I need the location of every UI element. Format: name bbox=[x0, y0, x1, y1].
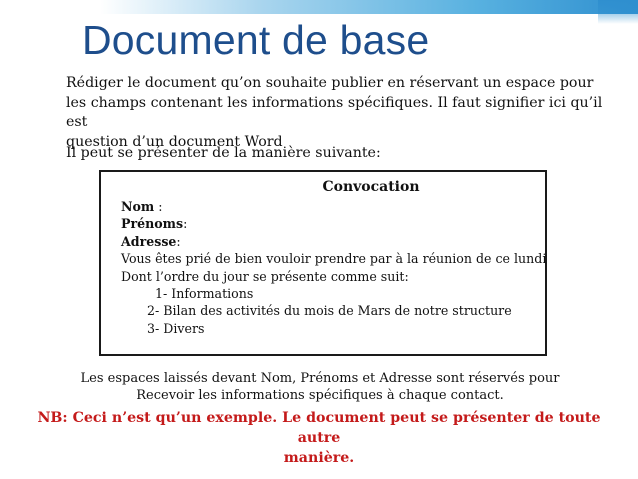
intro-paragraph bbox=[66, 74, 614, 152]
agenda-item: 3- Divers bbox=[147, 320, 205, 336]
footnote-line: Les espaces laissés devant Nom, Prénoms et Adresse sont réservés pour bbox=[80, 371, 560, 386]
field-adresse bbox=[121, 233, 541, 250]
document-title: Convocation bbox=[322, 179, 420, 195]
intro-line: question d’un document Word bbox=[66, 133, 283, 150]
nb-warning bbox=[20, 408, 618, 468]
field-separator: : bbox=[176, 233, 181, 249]
nb-line: NB: Ceci n’est qu’un exemple. Le document peut se présenter de toute autre bbox=[37, 410, 601, 446]
field-separator: : bbox=[154, 199, 163, 214]
field-label: Adresse bbox=[121, 233, 177, 249]
intro-line: les champs contenant les informations spécifiques. Il faut signifier ici qu’il est bbox=[66, 94, 603, 130]
nb-line: manière. bbox=[283, 450, 355, 466]
decorative-top-bar bbox=[100, 0, 638, 14]
field-prenoms bbox=[121, 215, 541, 232]
field-label: Nom bbox=[121, 199, 155, 214]
intro-line: Rédiger le document qu’on souhaite publier en réservant un espace pour bbox=[66, 75, 594, 91]
field-nom bbox=[121, 198, 541, 215]
footnote bbox=[60, 370, 580, 404]
document-body bbox=[121, 198, 547, 337]
lead-sentence: Il peut se présenter de la manière suivante: bbox=[66, 145, 381, 161]
slide-title: Document de base bbox=[82, 17, 430, 63]
body-line: Vous êtes prié de bien vouloir prendre par à la réunion de ce lundi bbox=[121, 251, 547, 267]
field-separator: : bbox=[183, 216, 188, 232]
field-label: Prénoms bbox=[121, 216, 184, 232]
agenda-item: 2- Bilan des activités du mois de Mars de notre structure bbox=[147, 303, 512, 319]
footnote-line: Recevoir les informations spécifiques à chaque contact. bbox=[136, 388, 504, 403]
decorative-corner-bar bbox=[598, 0, 638, 24]
document-example-box bbox=[99, 170, 547, 356]
agenda-item: 1- Informations bbox=[155, 286, 254, 302]
body-line: Dont l’ordre du jour se présente comme suit: bbox=[121, 268, 409, 284]
